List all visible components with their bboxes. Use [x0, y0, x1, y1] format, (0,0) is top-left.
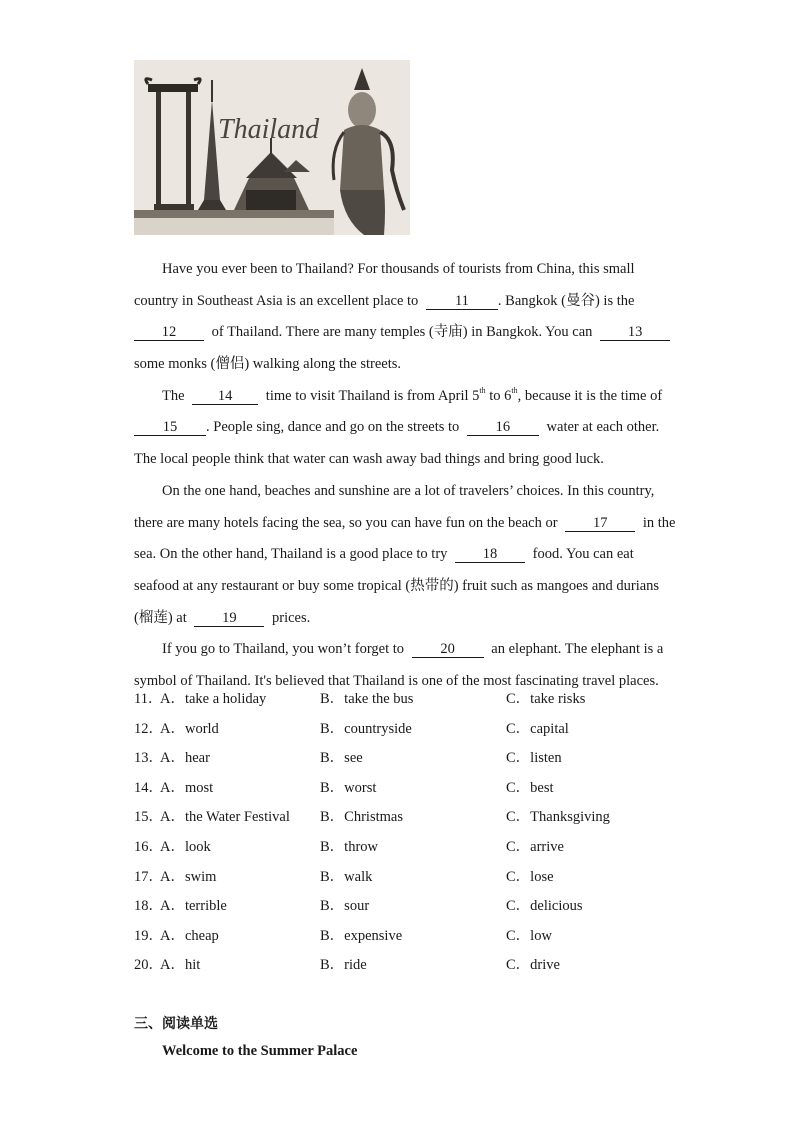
passage-line: 15 . People sing, dance and go on the streets to 16 water at each other. [134, 412, 664, 444]
thailand-sketch-image [134, 60, 410, 235]
option-b[interactable]: B．worst [320, 779, 377, 796]
passage-line: (榴莲) at 19 prices. [134, 609, 311, 626]
option-c[interactable]: C．capital [506, 720, 569, 737]
option-b[interactable]: B．ride [320, 957, 367, 974]
option-b[interactable]: B．see [320, 750, 363, 767]
option-c[interactable]: C．listen [506, 750, 562, 767]
passage-line: On the one hand, beaches and sunshine are a lot of travelers’ choices. In this country, [162, 482, 655, 499]
option-b[interactable]: B．sour [320, 898, 370, 915]
option-a[interactable]: A．world [160, 720, 219, 737]
passage-line: The 14 time to visit Thailand is from April 5th to 6th, because it is the time of [162, 385, 663, 404]
question-number: 15． [134, 809, 163, 826]
passage-line: there are many hotels facing the sea, so you can have fun on the beach or 17 in the [134, 514, 676, 531]
option-c[interactable]: C．take risks [506, 691, 586, 707]
passage-line: symbol of Thailand. It's believed that Thailand is one of the most fascinating travel places. [134, 672, 659, 689]
blank-17[interactable]: 17 [565, 516, 635, 532]
option-c[interactable]: C．drive [506, 957, 560, 974]
question-number: 18． [134, 898, 163, 915]
thailand-illustration [134, 60, 410, 235]
passage-line: seafood at any restaurant or buy some tropical (热带的) fruit such as mangoes and durians [134, 577, 660, 594]
option-row [134, 892, 674, 922]
blank-12[interactable]: 12 [134, 325, 204, 341]
passage-line: 12 of Thailand. There are many temples (寺庙) in Bangkok. You can 13 [134, 317, 664, 349]
blank-11[interactable]: 11 [426, 294, 498, 310]
option-b[interactable]: B．take the bus [320, 691, 414, 707]
option-c[interactable]: C．arrive [506, 838, 564, 855]
option-a[interactable]: A．hit [160, 957, 201, 974]
option-c[interactable]: C．delicious [506, 898, 583, 915]
blank-20[interactable]: 20 [412, 642, 484, 658]
option-c[interactable]: C．best [506, 779, 554, 796]
option-b[interactable]: B．throw [320, 838, 378, 855]
option-a[interactable]: A．most [160, 779, 214, 796]
option-a[interactable]: A．cheap [160, 927, 219, 944]
question-number: 19． [134, 927, 163, 944]
answer-options [134, 685, 674, 981]
option-row [134, 863, 674, 893]
section-heading: 三、阅读单选 [134, 1016, 218, 1032]
passage-line: sea. On the other hand, Thailand is a good place to try 18 food. You can eat [134, 546, 634, 563]
blank-18[interactable]: 18 [455, 547, 525, 563]
option-a[interactable]: A．terrible [160, 898, 227, 915]
blank-13[interactable]: 13 [600, 325, 670, 341]
passage-line: some monks (僧侣) walking along the streets. [134, 356, 401, 373]
blank-16[interactable]: 16 [467, 420, 539, 436]
passage-line: If you go to Thailand, you won’t forget to 20 an elephant. The elephant is a [162, 641, 664, 658]
option-a[interactable]: A．look [160, 838, 211, 855]
option-c[interactable]: C．lose [506, 868, 554, 885]
option-b[interactable]: B．expensive [320, 927, 403, 944]
option-c[interactable]: C．Thanksgiving [506, 809, 610, 826]
question-number: 17． [134, 868, 163, 885]
option-row [134, 803, 674, 833]
passage-line: The local people think that water can wash away bad things and bring good luck. [134, 451, 604, 468]
option-a[interactable]: A．swim [160, 868, 217, 885]
blank-15[interactable]: 15 [134, 420, 206, 436]
reading-title: Welcome to the Summer Palace [162, 1043, 358, 1059]
question-number: 14． [134, 779, 163, 796]
blank-14[interactable]: 14 [192, 389, 258, 405]
option-row [134, 715, 674, 745]
option-a[interactable]: A．take a holiday [160, 691, 267, 707]
option-row [134, 951, 674, 981]
blank-19[interactable]: 19 [194, 611, 264, 627]
passage-line: Have you ever been to Thailand? For thousands of tourists from China, this small [162, 261, 635, 277]
option-a[interactable]: A．hear [160, 750, 210, 767]
option-row [134, 922, 674, 952]
option-row [134, 744, 674, 774]
cloze-passage [134, 254, 676, 698]
option-b[interactable]: B．walk [320, 868, 373, 885]
option-row [134, 833, 674, 863]
option-row [134, 774, 674, 804]
question-number: 16． [134, 838, 163, 855]
question-number: 20． [134, 957, 163, 974]
illustration-title-text: Thailand [218, 114, 320, 145]
question-number: 12． [134, 720, 163, 737]
passage-line: country in Southeast Asia is an excellent place to 11 . Bangkok (曼谷) is the [134, 292, 635, 309]
option-b[interactable]: B．countryside [320, 720, 412, 737]
option-a[interactable]: A．the Water Festival [160, 809, 290, 826]
option-c[interactable]: C．low [506, 927, 552, 944]
question-number: 13． [134, 750, 163, 767]
option-b[interactable]: B．Christmas [320, 809, 403, 826]
question-number: 11． [134, 691, 163, 707]
option-row [134, 685, 674, 715]
